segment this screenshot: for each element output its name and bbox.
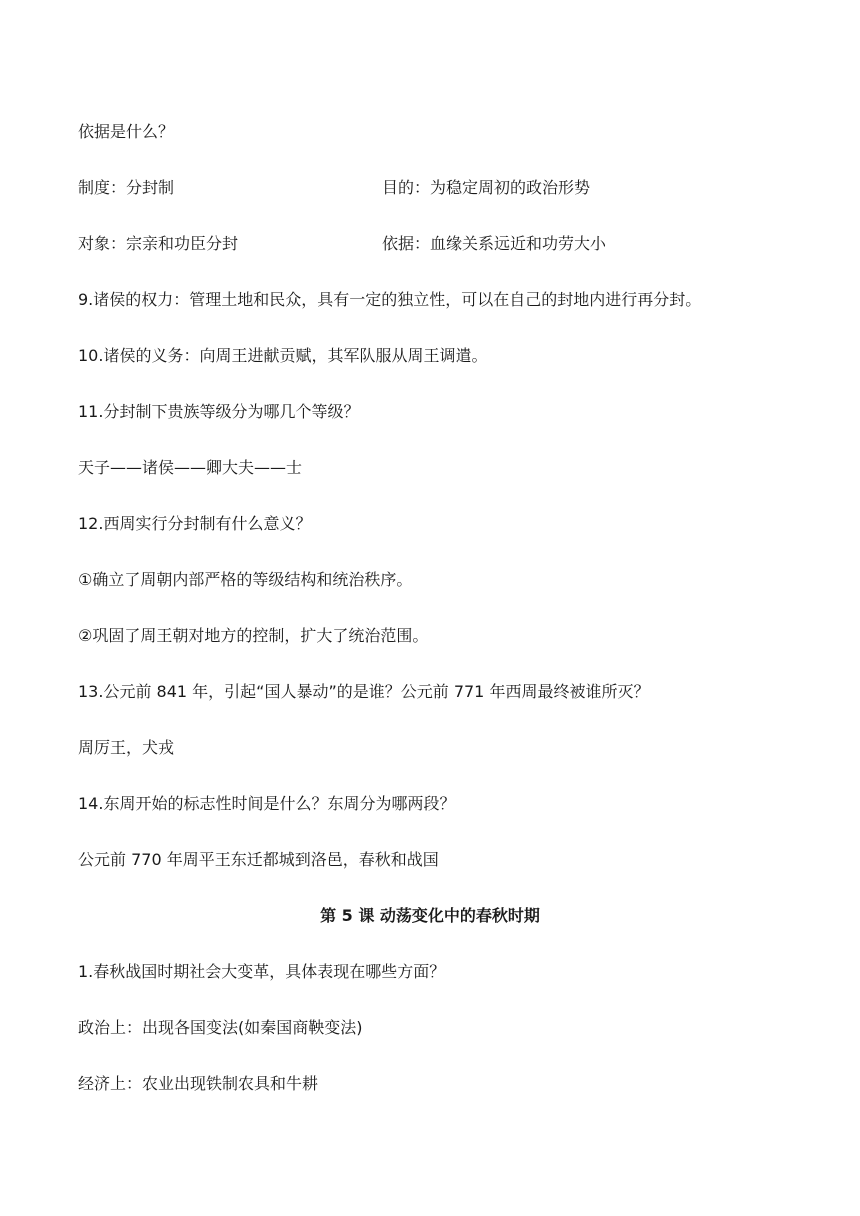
lesson-heading: 第 5 课 动荡变化中的春秋时期 xyxy=(320,906,540,925)
item-10: 10.诸侯的义务：向周王进献贡赋，其军队服从周王调遣。 xyxy=(78,346,488,365)
answer-object: 对象：宗亲和功臣分封 xyxy=(78,234,239,253)
item-11-question: 11.分封制下贵族等级分为哪几个等级？ xyxy=(78,402,360,421)
item-14-answer: 公元前 770 年周平王东迁都城到洛邑，春秋和战国 xyxy=(78,850,439,869)
lesson5-item-1-question: 1.春秋战国时期社会大变革，具体表现在哪些方面？ xyxy=(78,962,446,981)
item-12-answer-1: ①确立了周朝内部严格的等级结构和统治秩序。 xyxy=(78,570,413,589)
item-13-question: 13.公元前 841 年，引起“国人暴动”的是谁？公元前 771 年西周最终被谁所灭？ xyxy=(78,682,650,701)
item-9: 9.诸侯的权力：管理土地和民众，具有一定的独立性，可以在自己的封地内进行再分封。 xyxy=(78,290,702,309)
answer-purpose: 目的：为稳定周初的政治形势 xyxy=(382,178,591,197)
item-12-question: 12.西周实行分封制有什么意义？ xyxy=(78,514,312,533)
lesson5-item-1-economy: 经济上：农业出现铁制农具和牛耕 xyxy=(78,1074,319,1093)
lesson5-item-1-politics: 政治上：出现各国变法(如秦国商鞅变法) xyxy=(78,1018,363,1037)
item-12-answer-2: ②巩固了周王朝对地方的控制，扩大了统治范围。 xyxy=(78,626,429,645)
answer-basis: 依据：血缘关系远近和功劳大小 xyxy=(382,234,607,253)
item-11-answer: 天子——诸侯——卿大夫——士 xyxy=(78,458,303,477)
question-text: 依据是什么？ xyxy=(78,122,175,141)
answer-system: 制度：分封制 xyxy=(78,178,175,197)
item-13-answer: 周厉王，犬戎 xyxy=(78,738,175,757)
item-14-question: 14.东周开始的标志性时间是什么？东周分为哪两段？ xyxy=(78,794,456,813)
